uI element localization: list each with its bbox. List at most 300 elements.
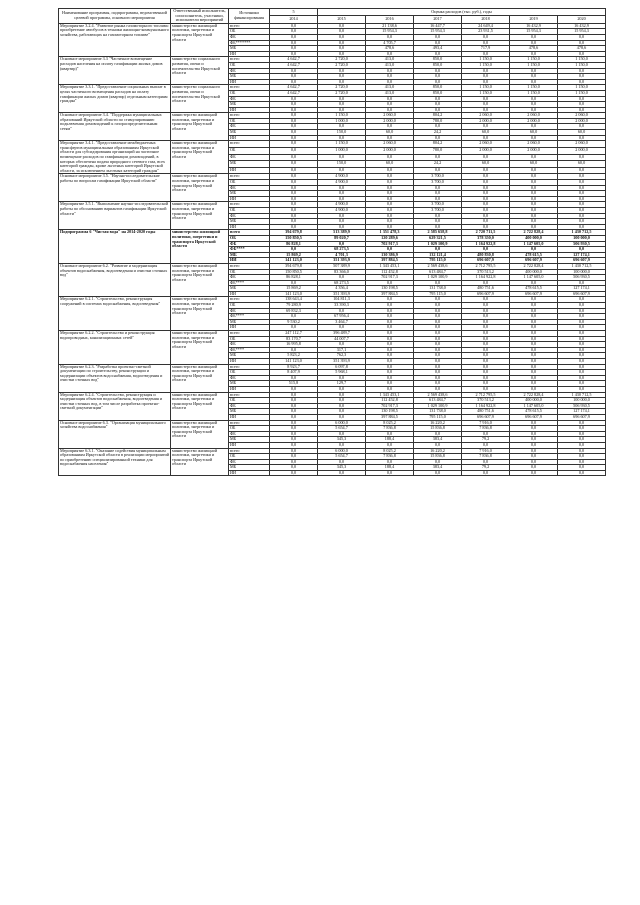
amount-cell: 0,0 <box>414 79 462 85</box>
amount-cell: 351 393,9 <box>318 291 366 297</box>
amount-cell: 0,0 <box>558 353 606 359</box>
funding-source: ИИ <box>229 386 270 392</box>
funding-source: МБ <box>229 130 270 136</box>
amount-cell: 0,0 <box>558 202 606 208</box>
amount-cell: 0,0 <box>462 314 510 320</box>
amount-cell: 131 738,0 <box>414 286 462 292</box>
amount-cell: 0,0 <box>510 364 558 370</box>
amount-cell: 0,0 <box>414 386 462 392</box>
amount-cell: 397 884,5 <box>366 291 414 297</box>
amount-cell: 2 720 711,5 <box>462 230 510 236</box>
amount-cell: 1 343 453,1 <box>366 263 414 269</box>
amount-cell: 0,0 <box>510 96 558 102</box>
amount-cell: 0,0 <box>366 459 414 465</box>
amount-cell: 8 407,9 <box>270 370 318 376</box>
amount-cell: 1 147 605,0 <box>510 241 558 247</box>
responsible-executor: министерство жилищной политики, энергетики и транспорта Иркутской области <box>171 297 229 331</box>
expenditure-table <box>58 8 606 476</box>
amount-cell: 0,0 <box>558 347 606 353</box>
amount-cell: 0,0 <box>270 219 318 225</box>
amount-cell: 127 174,1 <box>558 286 606 292</box>
amount-cell: 0,0 <box>510 308 558 314</box>
amount-cell: 2 000,0 <box>510 147 558 154</box>
amount-cell: 696 607,9 <box>462 291 510 297</box>
amount-cell: 0,0 <box>558 370 606 376</box>
amount-cell: 16 432,9 <box>510 23 558 29</box>
amount-cell: 0,0 <box>318 342 366 348</box>
amount-cell: 0,0 <box>318 40 366 46</box>
amount-cell: 2 060,0 <box>462 141 510 148</box>
amount-cell: 0,0 <box>462 102 510 108</box>
amount-cell: 0,0 <box>366 34 414 40</box>
amount-cell: 2 060,0 <box>510 141 558 148</box>
amount-cell: 150 850,5 <box>270 269 318 275</box>
amount-cell: 0,0 <box>510 74 558 80</box>
amount-cell: 378 350,0 <box>462 235 510 241</box>
amount-cell: 0,0 <box>462 40 510 46</box>
amount-cell: 0,0 <box>510 381 558 387</box>
amount-cell: 0,0 <box>510 219 558 225</box>
amount-cell: 0,0 <box>558 196 606 202</box>
responsible-executor: министерство жилищной политики, энергетики и транспорта Иркутской области <box>171 23 229 57</box>
amount-cell: 15 954,3 <box>558 29 606 35</box>
amount-cell: 0,0 <box>510 437 558 443</box>
amount-cell: 0,0 <box>318 275 366 281</box>
amount-cell: 317,1 <box>318 347 366 353</box>
amount-cell: 9 530,2 <box>270 319 318 325</box>
amount-cell: 0,0 <box>414 459 462 465</box>
funding-source: МБ <box>229 219 270 225</box>
amount-cell: 400 000,0 <box>510 235 558 241</box>
amount-cell: 0,0 <box>462 375 510 381</box>
amount-cell: 0,0 <box>270 141 318 148</box>
amount-cell: 0,0 <box>414 68 462 74</box>
amount-cell: 4 900,0 <box>318 174 366 180</box>
funding-source: всего <box>229 141 270 148</box>
funding-source: всего <box>229 85 270 91</box>
amount-cell: 0,0 <box>366 135 414 141</box>
amount-cell: 0,0 <box>366 107 414 113</box>
amount-cell: 6 000,0 <box>318 448 366 454</box>
amount-cell: 0,0 <box>270 40 318 46</box>
year-header: 2020 <box>558 16 606 23</box>
amount-cell: 16 220,2 <box>414 420 462 426</box>
amount-cell: 0,0 <box>558 96 606 102</box>
amount-cell: 0,0 <box>558 154 606 161</box>
amount-cell: 1 430 712,5 <box>558 263 606 269</box>
amount-cell: 696 607,9 <box>462 414 510 420</box>
amount-cell: 717,9 <box>462 46 510 52</box>
amount-cell: 2 000,0 <box>366 147 414 154</box>
responsible-executor: министерство жилищной политики, энергетики и транспорта Иркутской области <box>171 141 229 174</box>
amount-cell: 613 484,7 <box>414 269 462 275</box>
funding-source: ОБ <box>229 147 270 154</box>
amount-cell: 0,0 <box>462 135 510 141</box>
amount-cell: 0,0 <box>270 68 318 74</box>
amount-cell: 0,0 <box>510 454 558 460</box>
amount-cell: 1 029 100,9 <box>414 403 462 409</box>
funding-source: всего <box>229 23 270 29</box>
funding-source: всего <box>229 331 270 337</box>
amount-cell: 0,0 <box>510 191 558 197</box>
program-name: Мероприятие 3.3.1. "Предоставление социальных выплат в целях частичного возмещения расходов на оплату газификации жилых домов (квартир) отдельным категориям граждан" <box>59 85 171 113</box>
amount-cell: 478,6 <box>366 46 414 52</box>
amount-cell: 15 954,3 <box>366 29 414 35</box>
amount-cell: 0,0 <box>414 353 462 359</box>
amount-cell: 0,0 <box>558 442 606 448</box>
amount-cell: 0,0 <box>366 280 414 286</box>
amount-cell: 0,0 <box>558 51 606 57</box>
funding-source: всего <box>229 297 270 303</box>
amount-cell: 0,0 <box>414 154 462 161</box>
amount-cell: 0,0 <box>462 280 510 286</box>
amount-cell: 0,0 <box>366 74 414 80</box>
amount-cell: 506 930,5 <box>558 241 606 247</box>
amount-cell: 1 351 478,3 <box>366 230 414 236</box>
amount-cell: 60,0 <box>558 130 606 136</box>
amount-cell: 0,0 <box>558 437 606 443</box>
amount-cell: 0,0 <box>270 135 318 141</box>
funding-source: ФБ <box>229 34 270 40</box>
amount-cell: 0,0 <box>318 34 366 40</box>
funding-source: ОБ <box>229 398 270 404</box>
amount-cell: 79,2 <box>462 437 510 443</box>
amount-cell: 130 198,5 <box>366 409 414 415</box>
funding-source: ОБ <box>229 118 270 124</box>
amount-cell: 83 170,7 <box>270 336 318 342</box>
amount-cell: 0,0 <box>510 280 558 286</box>
amount-cell: 850,0 <box>414 62 462 68</box>
amount-cell: 68 273,5 <box>318 280 366 286</box>
amount-cell: 0,0 <box>270 167 318 174</box>
amount-cell: 480 751,6 <box>462 286 510 292</box>
amount-cell: 0,0 <box>462 34 510 40</box>
amount-cell: 0,0 <box>270 459 318 465</box>
funding-source: ФБ <box>229 375 270 381</box>
amount-cell: 0,0 <box>270 124 318 130</box>
funding-source: ФБ******* <box>229 40 270 46</box>
amount-cell: 507 389,9 <box>318 263 366 269</box>
funding-source: ИИ <box>229 359 270 365</box>
amount-cell: 0,0 <box>414 247 462 253</box>
amount-cell: 702 917,3 <box>366 241 414 247</box>
amount-cell: 400 000,0 <box>510 398 558 404</box>
amount-cell: 4 642,7 <box>270 62 318 68</box>
amount-cell: 0,0 <box>318 325 366 331</box>
amount-cell: 5 654,7 <box>318 426 366 432</box>
amount-cell: 8 025,2 <box>366 448 414 454</box>
funding-source: всего <box>229 113 270 119</box>
amount-cell: 0,0 <box>366 51 414 57</box>
amount-cell: 15 954,3 <box>510 29 558 35</box>
amount-cell: 0,0 <box>462 107 510 113</box>
amount-cell: 0,0 <box>414 370 462 376</box>
amount-cell: 1 150,0 <box>558 90 606 96</box>
amount-cell: 0,0 <box>366 308 414 314</box>
amount-cell: 0,0 <box>318 191 366 197</box>
program-name: Мероприятие 6.2.1. "Строительство, реконструкция сооружений в системах водоснабжения, водоотведения" <box>59 297 171 331</box>
amount-cell: 0,0 <box>510 202 558 208</box>
amount-cell: 702 917,3 <box>366 403 414 409</box>
funding-source: всего <box>229 230 270 236</box>
amount-cell: 0,0 <box>510 353 558 359</box>
amount-cell: 0,0 <box>510 370 558 376</box>
amount-cell: 3 700,0 <box>414 202 462 208</box>
funding-source: МБ <box>229 437 270 443</box>
funding-source: ФБ**** <box>229 247 270 253</box>
funding-source: ИИ <box>229 414 270 420</box>
amount-cell: 0,0 <box>318 241 366 247</box>
amount-cell: 0,0 <box>414 124 462 130</box>
amount-cell: 0,0 <box>270 392 318 398</box>
amount-cell: 0,0 <box>558 386 606 392</box>
amount-cell: 7 836,8 <box>366 426 414 432</box>
amount-cell: 0,0 <box>510 154 558 161</box>
funding-source: всего <box>229 263 270 269</box>
amount-cell: 0,0 <box>366 442 414 448</box>
funding-source: ИИ <box>229 442 270 448</box>
program-name: Основное мероприятие 3.5. "Научно-исследовательские работы по вопросам газификации Иркутской области" <box>59 174 171 202</box>
funding-source: ИИ <box>229 258 270 264</box>
amount-cell: 1 150,0 <box>462 85 510 91</box>
funding-source: ИИ <box>229 224 270 230</box>
amount-cell: 383,4 <box>414 437 462 443</box>
amount-cell: 0,0 <box>366 470 414 476</box>
amount-cell: 1 147 605,0 <box>510 403 558 409</box>
amount-cell: 131 738,0 <box>414 409 462 415</box>
amount-cell: 0,0 <box>558 359 606 365</box>
amount-cell: 0,0 <box>366 102 414 108</box>
amount-cell: 112 452,8 <box>366 269 414 275</box>
amount-cell: 0,0 <box>558 224 606 230</box>
amount-cell: 0,0 <box>462 459 510 465</box>
amount-cell: 0,0 <box>270 247 318 253</box>
amount-cell: 0,0 <box>510 124 558 130</box>
amount-cell: 2 722 828,4 <box>510 230 558 236</box>
funding-source: ОБ <box>229 426 270 432</box>
amount-cell: 0,0 <box>318 470 366 476</box>
amount-cell: 67 956,4 <box>318 314 366 320</box>
amount-cell: 0,0 <box>462 386 510 392</box>
amount-cell: 0,0 <box>510 319 558 325</box>
amount-cell: 2 060,0 <box>558 113 606 119</box>
amount-cell: 850,0 <box>414 85 462 91</box>
amount-cell: 4 356,4 <box>318 286 366 292</box>
amount-cell: 0,0 <box>510 34 558 40</box>
amount-cell: 0,0 <box>414 431 462 437</box>
amount-cell: 0,0 <box>270 437 318 443</box>
amount-cell: 0,0 <box>558 470 606 476</box>
amount-cell: 0,0 <box>270 454 318 460</box>
amount-cell: 0,0 <box>270 426 318 432</box>
amount-cell: 0,0 <box>414 40 462 46</box>
amount-cell: 0,0 <box>270 147 318 154</box>
responsible-executor: министерство жилищной политики, энергетики и транспорта Иркутской области <box>171 174 229 202</box>
amount-cell: 0,0 <box>558 107 606 113</box>
amount-cell: 0,0 <box>510 431 558 437</box>
amount-cell: 2 720,0 <box>318 62 366 68</box>
amount-cell: 1 164 922,8 <box>462 241 510 247</box>
amount-cell: 0,0 <box>318 375 366 381</box>
amount-cell: 0,0 <box>510 442 558 448</box>
amount-cell: 0,0 <box>366 370 414 376</box>
amount-cell: 0,0 <box>270 431 318 437</box>
amount-cell: 0,0 <box>510 303 558 309</box>
amount-cell: 1 150,0 <box>558 85 606 91</box>
amount-cell: 44 007,7 <box>318 336 366 342</box>
amount-cell: 396 489,7 <box>318 331 366 337</box>
amount-cell: 0,0 <box>270 325 318 331</box>
amount-cell: 0,0 <box>462 353 510 359</box>
amount-cell: 370 513,2 <box>462 269 510 275</box>
amount-cell: 0,0 <box>414 34 462 40</box>
amount-cell: 0,0 <box>414 74 462 80</box>
amount-cell: 0,0 <box>414 196 462 202</box>
amount-cell: 0,0 <box>366 297 414 303</box>
funding-source: ФБ <box>229 185 270 191</box>
program-name: Мероприятие 6.2.2. "Строительство и реконструкция водопроводных, канализационных сетей" <box>59 331 171 365</box>
amount-cell: 0,0 <box>414 364 462 370</box>
funding-source: ОБ <box>229 62 270 68</box>
funding-source: ОБ <box>229 370 270 376</box>
amount-cell: 0,0 <box>318 392 366 398</box>
amount-cell: 478,6 <box>510 46 558 52</box>
funding-source: ФБ**** <box>229 280 270 286</box>
amount-cell: 100 000,0 <box>558 398 606 404</box>
amount-cell: 0,0 <box>510 213 558 219</box>
amount-cell: 0,0 <box>558 280 606 286</box>
amount-cell: 0,0 <box>414 319 462 325</box>
amount-cell: 2 060,0 <box>462 113 510 119</box>
amount-cell: 86 828,1 <box>270 275 318 281</box>
amount-cell: 0,0 <box>462 224 510 230</box>
amount-cell: 0,0 <box>318 79 366 85</box>
amount-cell: 613 484,7 <box>414 398 462 404</box>
amount-cell: 2 060,0 <box>510 113 558 119</box>
amount-cell: 0,0 <box>462 342 510 348</box>
amount-cell: 0,0 <box>366 375 414 381</box>
amount-cell: 24,2 <box>414 130 462 136</box>
amount-cell: 0,0 <box>318 403 366 409</box>
amount-cell: 850,0 <box>414 57 462 63</box>
responsible-executor: министерство жилищной политики, энергетики и транспорта Иркутской области <box>171 263 229 297</box>
amount-cell: 0,0 <box>414 381 462 387</box>
funding-source: ИИ <box>229 325 270 331</box>
amount-cell: 0,0 <box>270 448 318 454</box>
header-source: Источники финансирования <box>229 9 270 24</box>
amount-cell: 0,0 <box>462 470 510 476</box>
amount-cell: 0,0 <box>318 46 366 52</box>
amount-cell: 0,0 <box>270 224 318 230</box>
amount-cell: 696 607,9 <box>558 414 606 420</box>
amount-cell: 0,0 <box>318 442 366 448</box>
amount-cell: 0,0 <box>366 180 414 186</box>
amount-cell: 1 150,0 <box>558 57 606 63</box>
amount-cell: 0,0 <box>510 185 558 191</box>
header-name: Наименование программы, подпрограммы, ведомственной целевой программы, основного мероприятия <box>59 9 171 24</box>
amount-cell: 0,0 <box>414 102 462 108</box>
amount-cell: 0,0 <box>462 74 510 80</box>
amount-cell: 351 393,9 <box>318 359 366 365</box>
amount-cell: 0,0 <box>558 448 606 454</box>
amount-cell: 0,0 <box>510 336 558 342</box>
amount-cell: 0,0 <box>318 386 366 392</box>
funding-source: ИИ <box>229 79 270 85</box>
amount-cell: 0,0 <box>414 308 462 314</box>
funding-source: ИИ <box>229 51 270 57</box>
amount-cell: 795 115,0 <box>414 258 462 264</box>
program-name: Основное мероприятие 6.2. "Развитие и модернизация объектов водоснабжения, водоотведения и очистки сточных вод" <box>59 263 171 297</box>
amount-cell: 0,0 <box>318 96 366 102</box>
amount-cell: 2 000,0 <box>462 118 510 124</box>
amount-cell: 0,0 <box>366 167 414 174</box>
amount-cell: 0,0 <box>318 51 366 57</box>
amount-cell: 0,0 <box>270 29 318 35</box>
responsible-executor: министерство социального развития, опеки и попечительства Иркутской области <box>171 85 229 113</box>
amount-cell: 0,0 <box>558 308 606 314</box>
amount-cell: 0,0 <box>462 124 510 130</box>
amount-cell: 0,0 <box>366 359 414 365</box>
amount-cell: 0,0 <box>270 34 318 40</box>
amount-cell: 0,0 <box>414 314 462 320</box>
amount-cell: 0,0 <box>462 185 510 191</box>
amount-cell: 0,0 <box>270 154 318 161</box>
header-total-num: 5 <box>270 9 318 16</box>
responsible-executor: министерство жилищной политики, энергетики и транспорта Иркутской области <box>171 202 229 230</box>
amount-cell: 413,0 <box>366 90 414 96</box>
funding-source: ИИ <box>229 196 270 202</box>
funding-source: ФБ <box>229 154 270 161</box>
amount-cell: 0,0 <box>318 107 366 113</box>
funding-source: ОБ <box>229 454 270 460</box>
amount-cell: 0,0 <box>462 202 510 208</box>
amount-cell: 370 513,2 <box>462 398 510 404</box>
amount-cell: 780,0 <box>414 147 462 154</box>
amount-cell: 478 615,5 <box>510 286 558 292</box>
amount-cell: 7 836,8 <box>366 454 414 460</box>
amount-cell: 804,2 <box>414 141 462 148</box>
amount-cell: 0,0 <box>270 420 318 426</box>
amount-cell: 762,3 <box>318 353 366 359</box>
amount-cell: 0,0 <box>318 196 366 202</box>
amount-cell: 100 000,0 <box>558 269 606 275</box>
amount-cell: 394 679,8 <box>270 263 318 269</box>
amount-cell: 0,0 <box>462 96 510 102</box>
amount-cell: 515,8 <box>270 381 318 387</box>
amount-cell: 0,0 <box>366 331 414 337</box>
amount-cell: 0,0 <box>366 386 414 392</box>
amount-cell: 0,0 <box>270 196 318 202</box>
amount-cell: 795 115,0 <box>414 414 462 420</box>
amount-cell: 0,0 <box>414 342 462 348</box>
amount-cell: 0,0 <box>270 347 318 353</box>
program-name: Мероприятие 6.2.3. "Разработка проектно-сметной документации по строительству, реконструкции и модернизации объектов водоснабжения, водоотведения и очистки сточных вод" <box>59 364 171 392</box>
amount-cell: 6 097,8 <box>318 364 366 370</box>
amount-cell: 0,0 <box>366 191 414 197</box>
amount-cell: 1 029 100,9 <box>414 241 462 247</box>
amount-cell: 188,4 <box>366 465 414 471</box>
funding-source: ФБ**** <box>229 314 270 320</box>
amount-cell: 0,0 <box>414 303 462 309</box>
amount-cell: 0,0 <box>462 51 510 57</box>
amount-cell: 0,0 <box>318 135 366 141</box>
amount-cell: 413,0 <box>366 57 414 63</box>
amount-cell: 0,0 <box>558 34 606 40</box>
amount-cell: 413,0 <box>366 62 414 68</box>
amount-cell: 2 000,0 <box>558 147 606 154</box>
amount-cell: 2 060,0 <box>558 141 606 148</box>
program-name: Мероприятие 6.2.4. "Строительство, реконструкция и модернизация объектов водоснабжения, водоотведения и очистки сточных вод, в том числе разработка проектно-сметной документации" <box>59 392 171 420</box>
